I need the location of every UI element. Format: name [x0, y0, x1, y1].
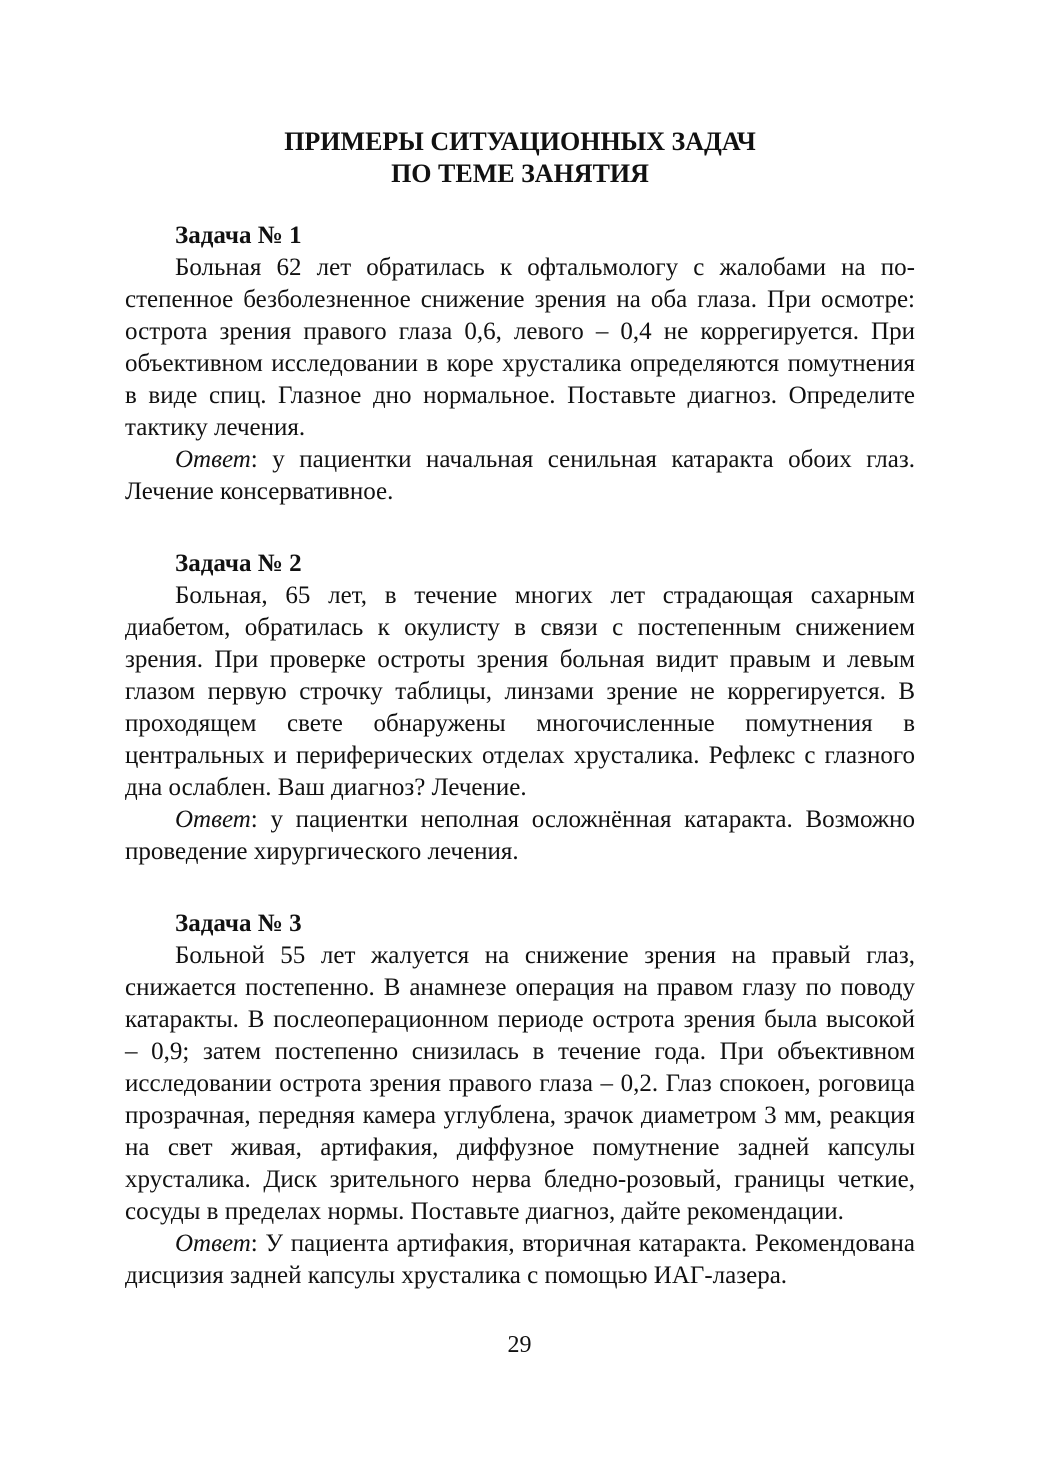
page-title-line-2: ПО ТЕМЕ ЗАНЯТИЯ [391, 159, 649, 188]
task-1-answer-label: Ответ [175, 446, 251, 473]
task-2-heading: Задача № 2 [175, 550, 302, 577]
task-2 [125, 548, 915, 868]
task-1-answer [125, 444, 915, 508]
page-number: 29 [507, 1332, 532, 1358]
task-3-heading: Задача № 3 [175, 910, 302, 937]
task-3 [125, 908, 915, 1292]
task-3-answer [125, 1228, 915, 1292]
task-1 [125, 220, 915, 508]
task-2-answer-text: : у пациентки неполная осложнённая катаракта. Возможно проведение хирургического лечения. [125, 806, 915, 865]
task-3-answer-label: Ответ [175, 1230, 251, 1257]
task-3-answer-text: : У пациента артифакия, вторичная катаракта. Рекомендована дисцизия задней капсулы хрусталика с помощью ИАГ-лазера. [125, 1230, 915, 1289]
page-title-line-1: ПРИМЕРЫ СИТУАЦИОННЫХ ЗАДАЧ [284, 127, 756, 156]
task-2-answer [125, 804, 915, 868]
task-1-heading: Задача № 1 [175, 222, 302, 249]
page-body [125, 126, 915, 1292]
task-1-answer-text: : у пациентки начальная сенильная катаракта обоих глаз. Лечение консервативное. [125, 446, 915, 505]
page-title [125, 126, 915, 190]
task-1-text: Больная 62 лет обратилась к офтальмологу с жалобами на постепенное безболезненное снижение зрения на оба глаза. При осмотре: острота зрения правого глаза 0,6, левого – 0,4 не коррегируется. При объективном исследовании в коре хрусталика определяются помутнения в виде спиц. Глазное дно нормальное. Поставьте диагноз. Определите тактику лечения. [125, 254, 915, 441]
task-3-text: Больной 55 лет жалуется на снижение зрения на правый глаз, снижается постепенно. В анамнезе операция на правом глазу по поводу катаракты. В послеоперационном периоде острота зрения была высокой – 0,9; затем постепенно снизилась в течение года. При объективном исследовании острота зрения правого глаза – 0,2. Глаз спокоен, роговица прозрачная, передняя камера углублена, зрачок диаметром 3 мм, реакция на свет живая, артифакия, диффузное помутнение задней капсулы хрусталика. Диск зрительного нерва бледно-розовый, границы четкие, сосуды в пределах нормы. Поставьте диагноз, дайте рекомендации. [125, 942, 915, 1225]
task-2-text: Больная, 65 лет, в течение многих лет страдающая сахарным диабетом, обратилась к окулисту в связи с постепенным снижением зрения. При проверке остроты зрения больная видит правым и левым глазом первую строчку таблицы, линзами зрение не коррегируется. В проходящем свете обнаружены многочисленные помутнения в центральных и периферических отделах хрусталика. Рефлекс с глазного дна ослаблен. Ваш диагноз? Лечение. [125, 582, 915, 801]
task-2-answer-label: Ответ [175, 806, 251, 833]
